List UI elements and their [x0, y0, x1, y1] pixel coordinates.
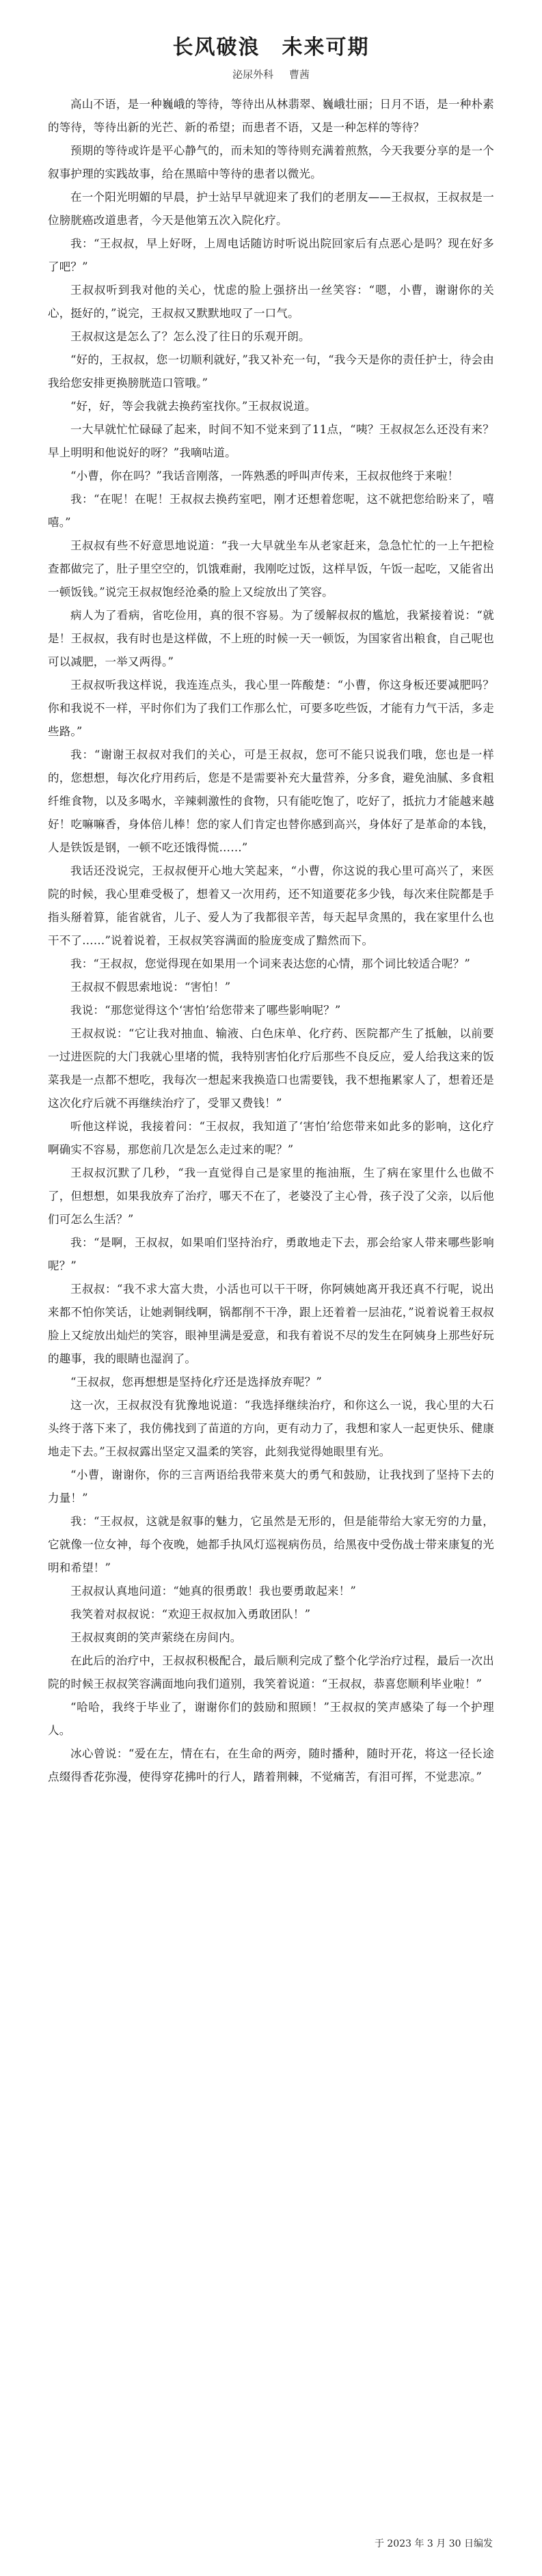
paragraph: 王叔叔说：“它让我对抽血、输液、白色床单、化疗药、医院都产生了抵触，以前要一过进医院的大门我就心里堵的慌，我特别害怕化疗后那些不良反应，爱人给我这来的饭菜我是一点都不想吃，我每次一想起来我换造口也需要钱，我不想拖累家人了，想着还是这次化疗后就不再继续治疗了，受罪又费钱！” — [48, 1027, 494, 1110]
paragraph: 这一次，王叔叔没有犹豫地说道：“我选择继续治疗，和你这么一说，我心里的大石头终于落下来了，我仿佛找到了苗道的方向，更有动力了，我想和家人一起更快乐、健康地走下去。”王叔叔露出坚定又温柔的笑容，此刻我觉得她眼里有光。 — [48, 1399, 494, 1458]
paragraph: 在一个阳光明媚的早晨，护士站早早就迎来了我们的老朋友——王叔叔，王叔叔是一位膀胱癌改道患者，今天是他第五次入院化疗。 — [48, 191, 494, 227]
paragraph: 王叔叔沉默了几秒，“我一直觉得自己是家里的拖油瓶，生了病在家里什么也做不了，但想想，如果我放弃了治疗，哪天不在了，老婆没了主心骨，孩子没了父亲，以后他们可怎么生活？” — [48, 1166, 494, 1226]
byline — [48, 66, 494, 83]
paragraph: 一大早就忙忙碌碌了起来，时间不知不觉来到了11点，“咦？王叔叔怎么还没有来？早上明明和他说好的呀？”我嘀咕道。 — [48, 423, 494, 459]
publish-date-note: 于 2023 年 3 月 30 日编发 — [374, 2538, 493, 2549]
paragraph: 王叔叔爽朗的笑声萦绕在房间内。 — [70, 1631, 242, 1644]
paragraph: “好的，王叔叔，您一切顺利就好，”我又补充一句，“我今天是你的责任护士，待会由我给您安排更换膀胱造口管哦。” — [48, 353, 494, 389]
paragraph: 王叔叔听我这样说，我连连点头，我心里一阵酸楚：“小曹，你这身板还要减肥吗？你和我说不一样，平时你们为了我们工作那么忙，可要多吃些饭，才能有力气干活，多走些路。” — [48, 679, 494, 738]
paragraph: 王叔叔：“我不求大富大贵，小活也可以干干呀，你阿姨她离开我还真不行呢，说出来都不怕你笑话，让她剥铜线啊，锅都削不干净，跟上还着着一层油花，”说着说着王叔叔脸上又绽放出灿烂的笑容，眼神里满是爱意，和我有着说不尽的发生在阿姨身上那些好玩的趣事，我的眼睛也湿润了。 — [48, 1283, 494, 1365]
paragraph: “小曹，谢谢你，你的三言两语给我带来莫大的勇气和鼓励，让我找到了坚持下去的力量！” — [48, 1468, 494, 1505]
paragraph: 听他这样说，我接着问：“王叔叔，我知道了‘害怕’给您带来如此多的影响，这化疗啊确实不容易，那您前几次是怎么走过来的呢？” — [48, 1120, 494, 1156]
paragraph: 王叔叔不假思索地说：“害怕！” — [70, 981, 231, 994]
paragraph: 我话还没说完，王叔叔便开心地大笑起来，“小曹，你这说的我心里可高兴了，来医院的时候，我心里难受极了，想着又一次用药，还不知道要花多少钱，每次来住院都是手指头掰着算，能省就省，儿子、爱人为了我都很辛苦，每天起早贪黑的，我在家里什么也干不了……”说着说着，王叔叔笑容满面的脸庞变成了黯然而下。 — [48, 864, 494, 947]
paragraph: “好，好，等会我就去换药室找你。”王叔叔说道。 — [70, 400, 316, 413]
paragraph: 在此后的治疗中，王叔叔积极配合，最后顺利完成了整个化学治疗过程，最后一次出院的时候王叔叔笑容满面地向我们道别，我笑着说道：“王叔叔，恭喜您顺利毕业啦！” — [48, 1654, 494, 1690]
paragraph: 我说：“那您觉得这个‘害怕’给您带来了哪些影响呢？” — [70, 1004, 341, 1017]
paragraph: 我：“王叔叔，这就是叙事的魅力，它虽然是无形的，但是能带给大家无穷的力量，它就像一位女神，每个夜晚，她都手执风灯巡视病伤员，给黑夜中受伤战士带来康复的光明和希望！” — [48, 1515, 494, 1574]
paragraph: 病人为了看病，省吃俭用，真的很不容易。为了缓解叔叔的尴尬，我紧接着说：“就是！王叔叔，我有时也是这样做，不上班的时候一天一顿饭，为国家省出粮食，自己呢也可以减肥，一举又两得。” — [48, 609, 494, 668]
paragraph: 我：“王叔叔，早上好呀，上周电话随访时听说出院回家后有点恶心是吗？现在好多了吧？” — [48, 237, 494, 273]
article-body — [48, 93, 494, 1789]
paragraph: 王叔叔听到我对他的关心，忧虑的脸上强挤出一丝笑容：“嗯，小曹，谢谢你的关心，挺好的，”说完，王叔叔又默默地叹了一口气。 — [48, 284, 494, 320]
paragraph: 王叔叔认真地问道：“她真的很勇敢！我也要勇敢起来！” — [70, 1585, 357, 1598]
paragraph: 王叔叔这是怎么了？怎么没了往日的乐观开朗。 — [70, 330, 310, 343]
paragraph: “小曹，你在吗？”我话音刚落，一阵熟悉的呼叫声传来，王叔叔他终于来啦！ — [70, 469, 459, 482]
paragraph: 我笑着对叔叔说：“欢迎王叔叔加入勇敢团队！” — [70, 1608, 311, 1621]
article-title: 长风破浪 未来可期 — [172, 36, 370, 59]
paragraph: 我：“在呢！在呢！王叔叔去换药室吧，刚才还想着您呢，这不就把您给盼来了，嘻嘻。” — [48, 493, 494, 529]
author-name: 曹茜 — [288, 68, 310, 81]
paragraph: 我：“王叔叔，您觉得现在如果用一个词来表达您的心情，那个词比较适合呢？” — [70, 957, 471, 970]
paragraph: 我：“是啊，王叔叔，如果咱们坚持治疗，勇敢地走下去，那会给家人带来哪些影响呢？” — [48, 1236, 494, 1272]
paragraph: 高山不语，是一种巍峨的等待，等待出从林翡翠、巍峨壮丽；日月不语，是一种朴素的等待，等待出新的光芒、新的希望；而患者不语，又是一种怎样的等待？ — [48, 98, 494, 134]
paragraph: 我：“谢谢王叔叔对我们的关心，可是王叔叔，您可不能只说我们哦，您也是一样的，您想想，每次化疗用药后，您是不是需要补充大量营养，分多食，避免油腻、多食粗纤维食物，以及多喝水，辛辣刺激性的食物，只有能吃饱了，吃好了，抵抗力才能越来越好！吃嘛嘛香，身体倍儿棒！您的家人们肯定也替你感到高兴，身体好了是革命的本钱，人是铁饭是钢，一顿不吃还饿得慌……” — [48, 748, 494, 854]
paragraph: “哈哈，我终于毕业了，谢谢你们的鼓励和照顾！”王叔叔的笑声感染了每一个护理人。 — [48, 1701, 494, 1737]
paragraph: 冰心曾说：“爱在左，情在右，在生命的两旁，随时播种，随时开花，将这一径长途点缀得香花弥漫，使得穿花拂叶的行人，踏着荆棘，不觉痛苦，有泪可挥，不觉悲凉。” — [48, 1747, 494, 1783]
paragraph: 预期的等待或许是平心静气的，而未知的等待则充满着煎熬，今天我要分享的是一个叙事护理的实践故事，给在黑暗中等待的患者以微光。 — [48, 144, 494, 180]
paragraph: 王叔叔有些不好意思地说道：“我一大早就坐车从老家赶来，急急忙忙的一上午把检查都做完了，肚子里空空的，饥饿难耐，我刚吃过饭，这样早饭，午饭一起吃，又能省出一顿饭钱。”说完王叔叔饱经沧桑的脸上又绽放出了笑容。 — [48, 539, 494, 599]
department-label: 泌尿外科 — [232, 68, 274, 81]
paragraph: “王叔叔，您再想想是坚持化疗还是选择放弃呢？” — [70, 1375, 322, 1388]
